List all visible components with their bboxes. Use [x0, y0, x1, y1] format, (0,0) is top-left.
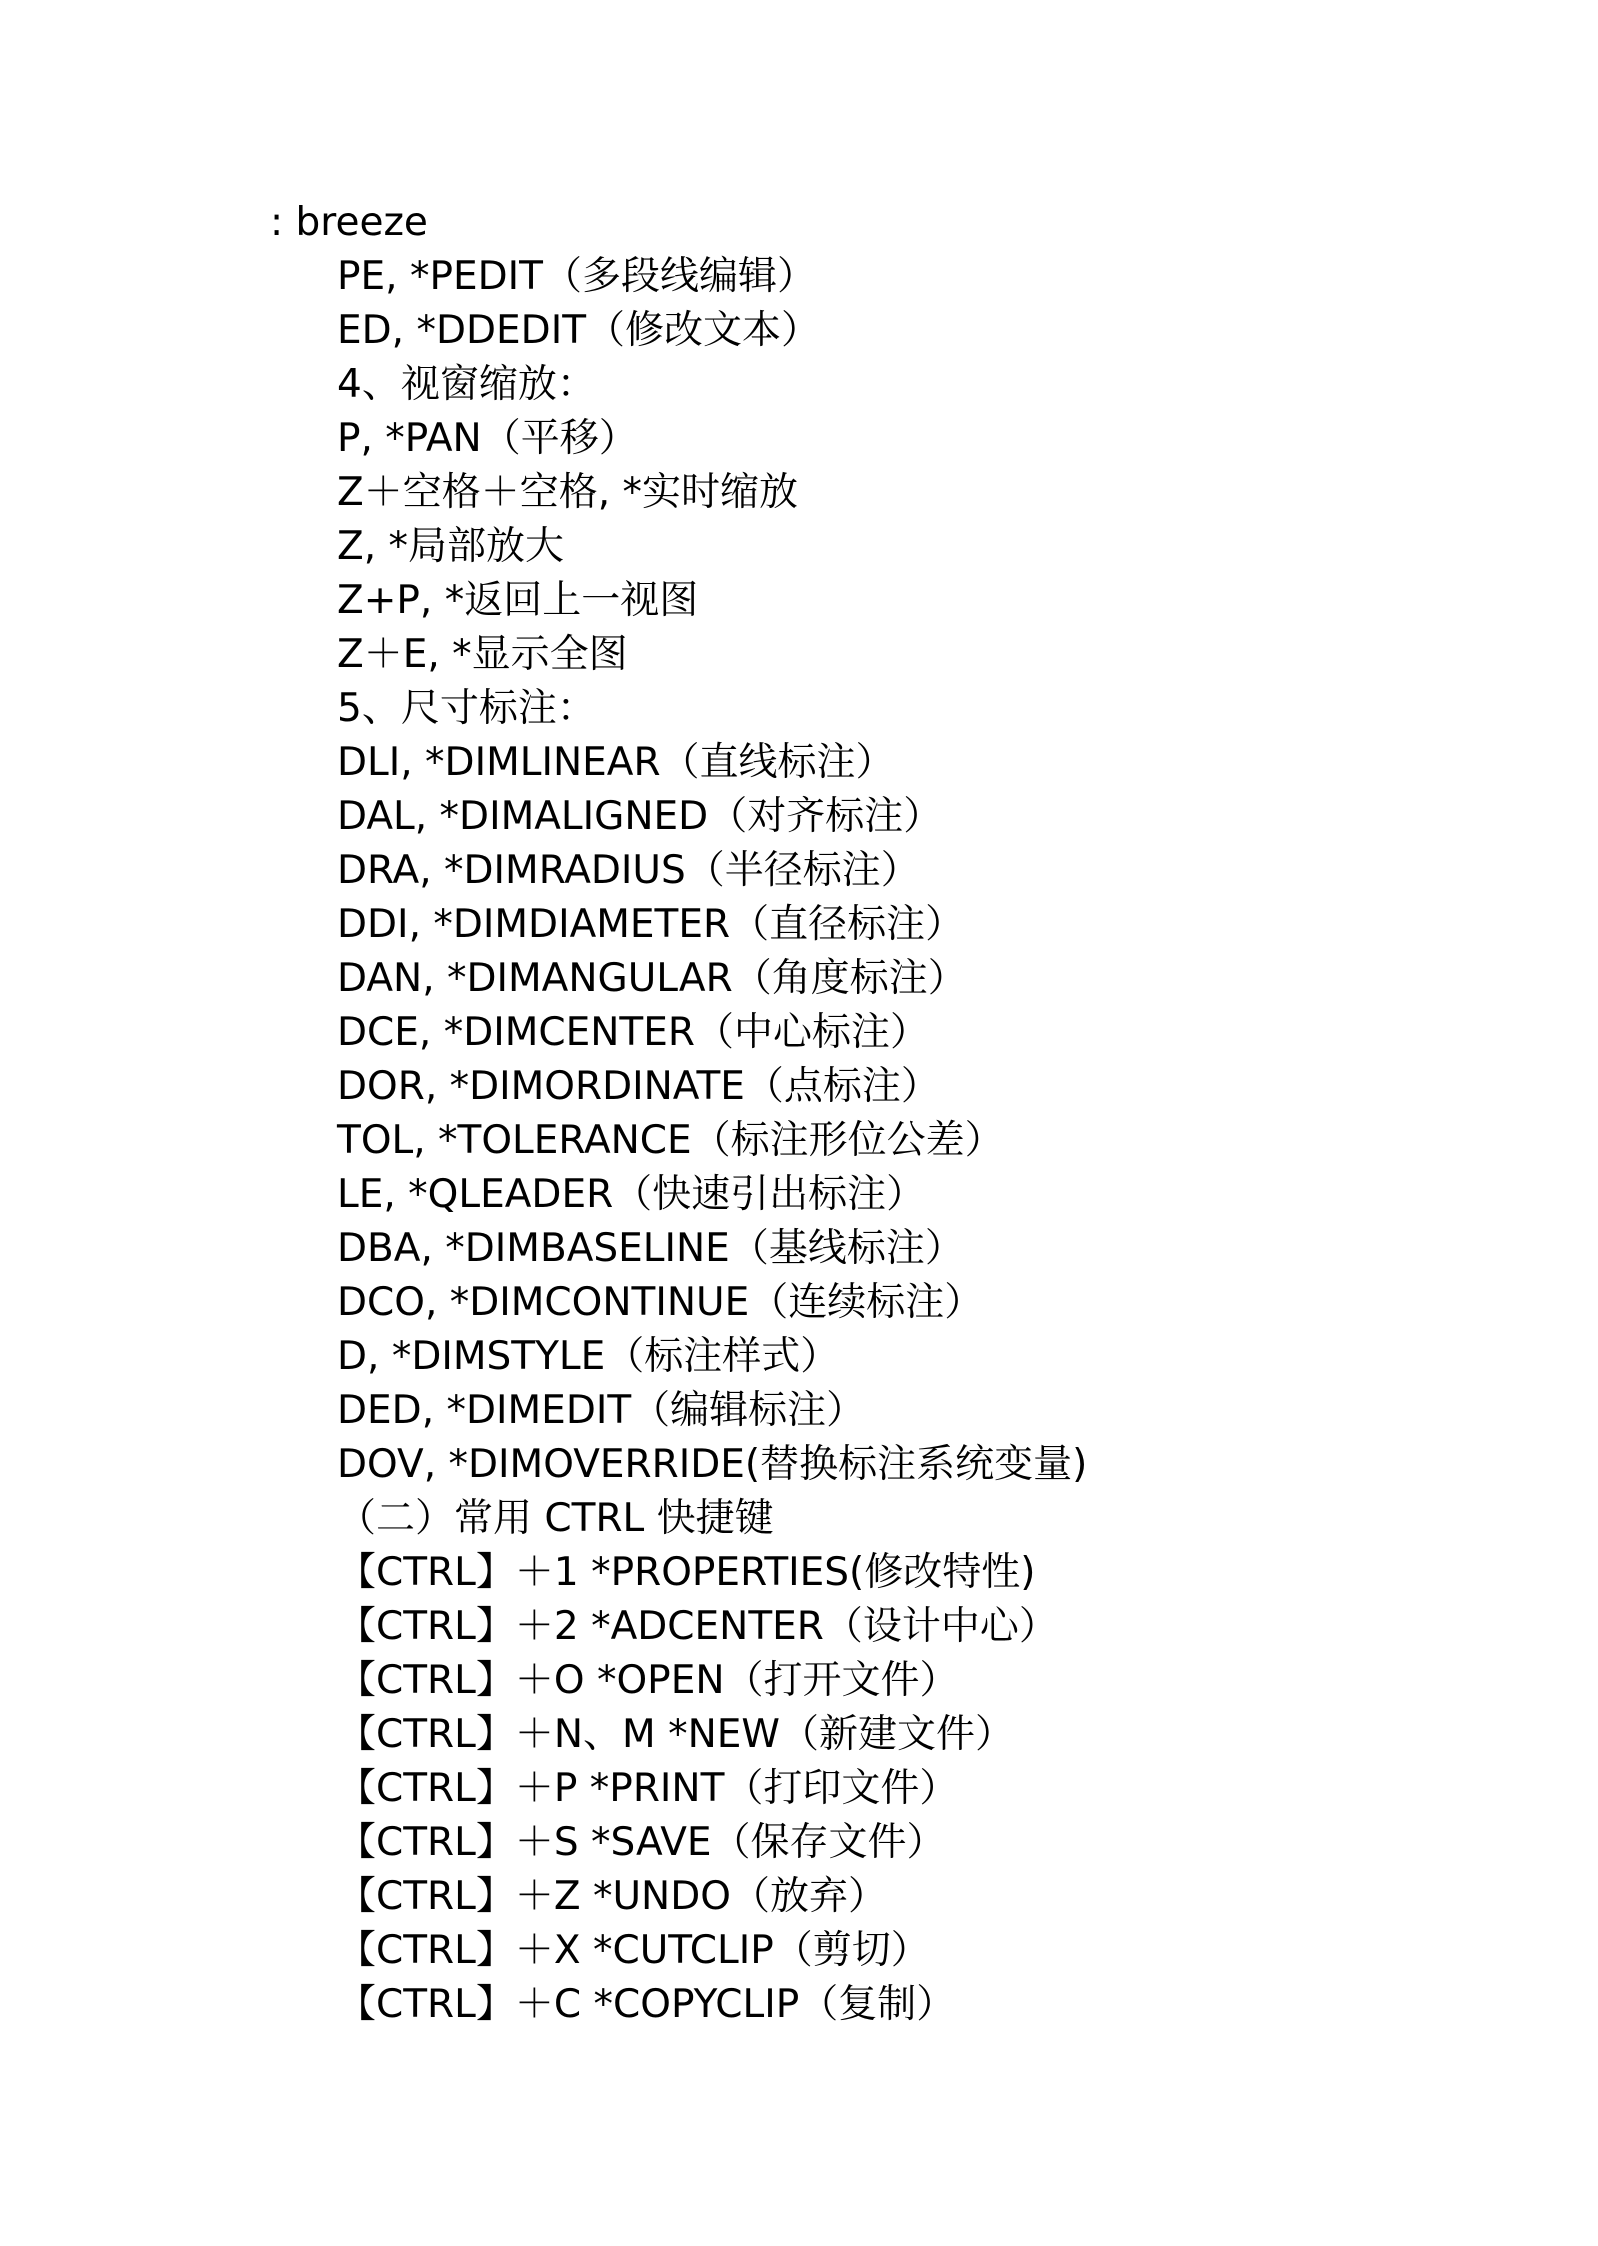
- list-item: DCE, *DIMCENTER（中心标注）: [337, 1010, 929, 1055]
- list-item: P, *PAN（平移）: [337, 416, 638, 461]
- list-item: DOV, *DIMOVERRIDE(替换标注系统变量): [337, 1442, 1088, 1487]
- list-item: DCO, *DIMCONTINUE（连续标注）: [337, 1280, 984, 1325]
- list-item: DED, *DIMEDIT（编辑标注）: [337, 1388, 866, 1433]
- list-item: TOL, *TOLERANCE（标注形位公差）: [337, 1118, 1004, 1163]
- list-item: LE, *QLEADER（快速引出标注）: [337, 1172, 926, 1217]
- section-heading: 5、尺寸标注：: [337, 686, 596, 731]
- document-header: : breeze: [270, 200, 428, 245]
- list-item: 【CTRL】＋2 *ADCENTER（设计中心）: [337, 1604, 1058, 1649]
- list-item: D, *DIMSTYLE（标注样式）: [337, 1334, 840, 1379]
- list-item: Z, *局部放大: [337, 524, 565, 569]
- list-item: 【CTRL】＋P *PRINT（打印文件）: [337, 1766, 959, 1811]
- list-item: 【CTRL】＋N、M *NEW（新建文件）: [337, 1712, 1014, 1757]
- list-item: DAL, *DIMALIGNED（对齐标注）: [337, 794, 943, 839]
- list-item: Z＋空格＋空格, *实时缩放: [337, 470, 799, 515]
- section-heading: （二）常用 CTRL 快捷键: [337, 1496, 774, 1541]
- list-item: DDI, *DIMDIAMETER（直径标注）: [337, 902, 965, 947]
- list-item: Z＋E, *显示全图: [337, 632, 628, 677]
- list-item: 【CTRL】＋O *OPEN（打开文件）: [337, 1658, 959, 1703]
- list-item: Z+P, *返回上一视图: [337, 578, 699, 623]
- list-item: DLI, *DIMLINEAR（直线标注）: [337, 740, 895, 785]
- list-item: 【CTRL】＋S *SAVE（保存文件）: [337, 1820, 946, 1865]
- list-item: 【CTRL】＋Z *UNDO（放弃）: [337, 1874, 887, 1919]
- list-item: DOR, *DIMORDINATE（点标注）: [337, 1064, 940, 1109]
- shortcut-list: [337, 250, 1087, 2032]
- list-item: 【CTRL】＋X *CUTCLIP（剪切）: [337, 1928, 930, 1973]
- list-item: PE, *PEDIT（多段线编辑）: [337, 254, 816, 299]
- list-item: DBA, *DIMBASELINE（基线标注）: [337, 1226, 964, 1271]
- list-item: DRA, *DIMRADIUS（半径标注）: [337, 848, 920, 893]
- list-item: DAN, *DIMANGULAR（角度标注）: [337, 956, 967, 1001]
- list-item: ED, *DDEDIT（修改文本）: [337, 308, 821, 353]
- list-item: 【CTRL】＋1 *PROPERTIES(修改特性): [337, 1550, 1036, 1595]
- list-item: 【CTRL】＋C *COPYCLIP（复制）: [337, 1982, 956, 2027]
- section-heading: 4、视窗缩放：: [337, 362, 596, 407]
